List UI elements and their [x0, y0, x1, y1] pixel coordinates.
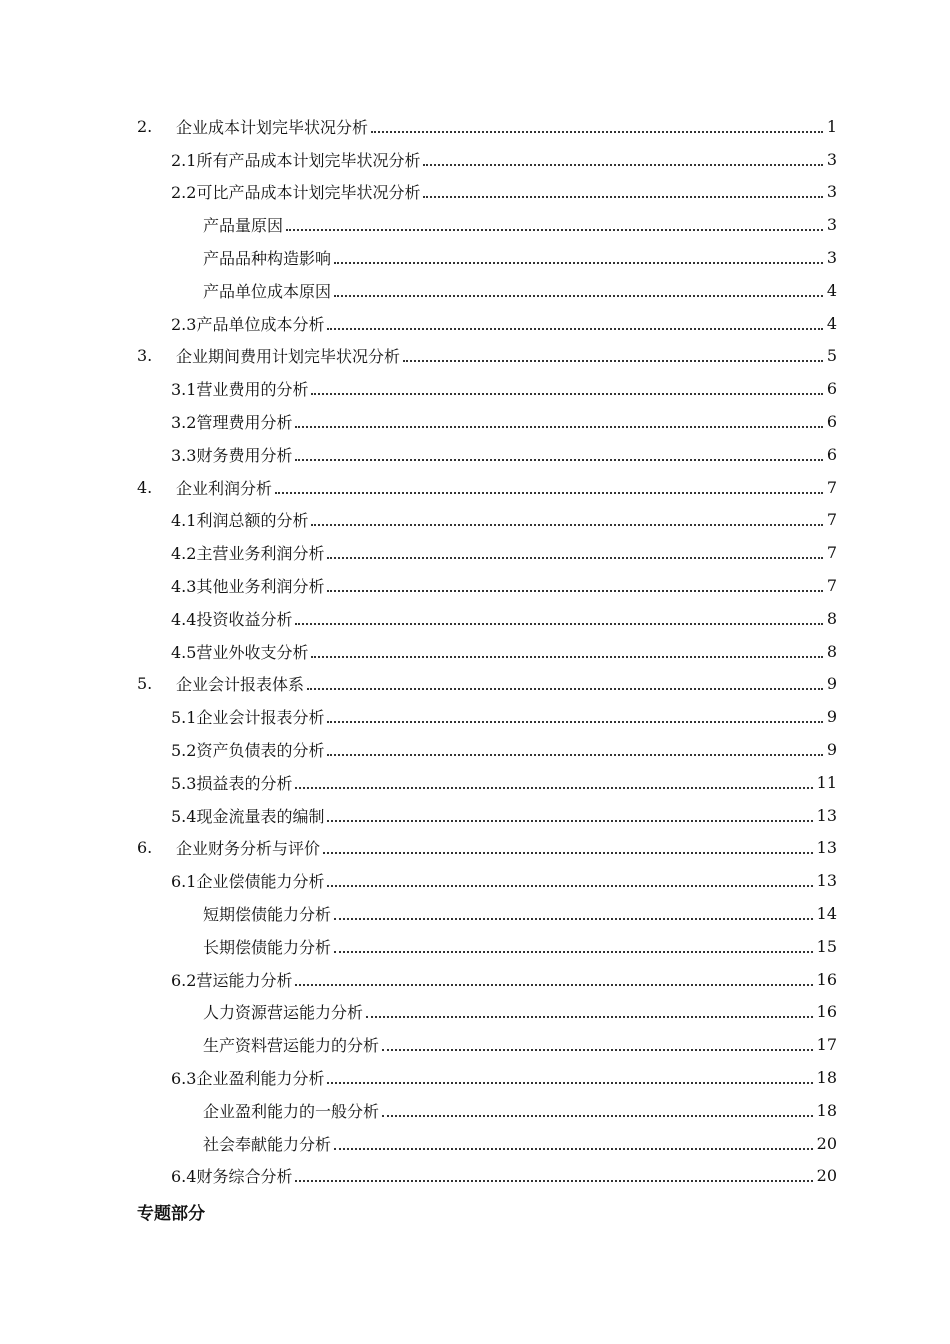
toc-entry-page: 9	[826, 707, 837, 727]
toc-entry-page: 13	[816, 871, 837, 891]
toc-entry-page: 18	[816, 1068, 837, 1087]
toc-entry-title: 产品量原因	[203, 216, 284, 236]
toc-entry-number: 5.	[137, 674, 153, 694]
toc-entry-number: 3.	[137, 346, 153, 366]
toc-leader-dots	[327, 1081, 813, 1084]
toc-entry-page: 16	[816, 969, 837, 989]
toc-entry-title: 生产资料营运能力的分析	[203, 1036, 380, 1056]
toc-entry-title: 6.2营运能力分析	[171, 970, 293, 990]
toc-entry[interactable]	[0, 766, 950, 799]
toc-entry-title: 6.1企业偿债能力分析	[171, 872, 325, 892]
toc-entry-title: 社会奉献能力分析	[203, 1134, 332, 1154]
toc-entry-title: 2.2可比产品成本计划完毕状况分析	[171, 183, 421, 203]
toc-entry[interactable]	[0, 274, 950, 307]
section-heading: 专题部分	[137, 1204, 205, 1224]
toc-entry-title: 2.1所有产品成本计划完毕状况分析	[171, 150, 421, 170]
toc-entry-page: 7	[826, 543, 837, 563]
toc-entry-page: 4	[826, 280, 837, 300]
toc-leader-dots	[295, 622, 823, 625]
toc-leader-dots	[327, 884, 813, 887]
toc-entry-title: 5.2资产负债表的分析	[171, 741, 325, 761]
table-of-contents	[0, 110, 950, 1192]
toc-entry-title: 4.5营业外收支分析	[171, 642, 309, 662]
toc-leader-dots	[382, 1114, 813, 1117]
toc-entry-title: 企业财务分析与评价	[176, 839, 321, 859]
toc-entry-title: 4.4投资收益分析	[171, 609, 293, 629]
toc-entry-title: 5.3损益表的分析	[171, 773, 293, 793]
toc-leader-dots	[334, 950, 813, 953]
toc-entry-page: 6	[826, 444, 837, 464]
toc-leader-dots	[334, 1147, 813, 1150]
toc-entry-page: 6	[826, 412, 837, 432]
toc-leader-dots	[366, 1015, 813, 1018]
toc-entry[interactable]	[0, 307, 950, 340]
toc-entry[interactable]	[0, 963, 950, 996]
toc-entry-number: 6.	[137, 838, 153, 858]
toc-entry-page: 7	[826, 576, 837, 596]
toc-entry-number: 4.	[137, 477, 153, 497]
toc-leader-dots	[295, 425, 823, 428]
toc-entry[interactable]	[0, 1028, 950, 1061]
toc-entry[interactable]	[0, 1094, 950, 1127]
toc-entry[interactable]	[0, 897, 950, 930]
toc-entry[interactable]	[0, 143, 950, 176]
toc-entry[interactable]	[0, 668, 950, 701]
toc-entry-page: 7	[826, 477, 837, 497]
toc-leader-dots	[323, 851, 813, 854]
toc-leader-dots	[327, 589, 823, 592]
toc-leader-dots	[334, 294, 823, 297]
toc-entry-title: 长期偿债能力分析	[203, 937, 332, 957]
toc-entry[interactable]	[0, 733, 950, 766]
toc-leader-dots	[295, 786, 813, 789]
toc-entry-title: 产品品种构造影响	[203, 249, 332, 269]
toc-entry-title: 4.1利润总额的分析	[171, 511, 309, 531]
toc-leader-dots	[327, 753, 823, 756]
toc-entry-page: 13	[816, 805, 837, 825]
toc-entry-page: 18	[816, 1100, 837, 1120]
toc-entry-title: 短期偿债能力分析	[203, 905, 332, 925]
toc-leader-dots	[307, 687, 823, 690]
toc-entry-page: 6	[826, 379, 837, 399]
toc-entry[interactable]	[0, 996, 950, 1029]
toc-entry-page: 7	[826, 510, 837, 530]
toc-entry-page: 13	[816, 838, 837, 858]
toc-leader-dots	[327, 556, 823, 559]
toc-entry-title: 4.2主营业务利润分析	[171, 544, 325, 564]
toc-entry[interactable]	[0, 405, 950, 438]
toc-entry[interactable]	[0, 832, 950, 865]
toc-entry-page: 3	[826, 215, 837, 235]
toc-entry[interactable]	[0, 504, 950, 537]
toc-leader-dots	[371, 130, 823, 133]
toc-entry[interactable]	[0, 1127, 950, 1160]
toc-entry-page: 3	[826, 248, 837, 268]
toc-entry-title: 3.3财务费用分析	[171, 445, 293, 465]
toc-entry[interactable]	[0, 569, 950, 602]
toc-leader-dots	[423, 195, 823, 198]
toc-entry[interactable]	[0, 208, 950, 241]
toc-entry[interactable]	[0, 635, 950, 668]
toc-entry-number: 2.	[137, 116, 153, 136]
toc-leader-dots	[286, 228, 823, 231]
toc-entry[interactable]	[0, 602, 950, 635]
toc-leader-dots	[334, 917, 813, 920]
toc-entry-title: 企业期间费用计划完毕状况分析	[176, 347, 401, 367]
toc-leader-dots	[295, 1179, 813, 1182]
toc-leader-dots	[403, 359, 823, 362]
toc-leader-dots	[334, 261, 823, 264]
toc-entry-page: 17	[816, 1035, 837, 1055]
toc-leader-dots	[423, 163, 823, 166]
toc-entry-title: 5.1企业会计报表分析	[171, 708, 325, 728]
toc-leader-dots	[275, 491, 823, 494]
toc-entry-page: 15	[816, 936, 837, 956]
toc-entry-title: 企业成本计划完毕状况分析	[176, 117, 369, 137]
toc-entry-page: 5	[826, 346, 837, 366]
toc-entry[interactable]	[0, 241, 950, 274]
toc-entry-page: 3	[826, 149, 837, 169]
toc-entry-title: 人力资源营运能力分析	[203, 1003, 364, 1023]
toc-entry[interactable]	[0, 176, 950, 209]
toc-entry[interactable]	[0, 372, 950, 405]
toc-entry[interactable]	[0, 1160, 950, 1193]
toc-entry-page: 16	[816, 1002, 837, 1022]
toc-entry-title: 2.3产品单位成本分析	[171, 314, 325, 334]
toc-entry-title: 3.1营业费用的分析	[171, 380, 309, 400]
toc-entry-page: 20	[816, 1166, 837, 1186]
toc-entry[interactable]	[0, 1061, 950, 1094]
toc-entry-title: 4.3其他业务利润分析	[171, 577, 325, 597]
toc-entry-page: 14	[816, 904, 837, 924]
toc-leader-dots	[295, 458, 823, 461]
toc-entry[interactable]	[0, 438, 950, 471]
toc-entry-title: 5.4现金流量表的编制	[171, 806, 325, 826]
toc-leader-dots	[327, 327, 823, 330]
toc-entry-page: 8	[826, 641, 837, 661]
toc-leader-dots	[311, 655, 823, 658]
toc-entry-title: 3.2管理费用分析	[171, 413, 293, 433]
toc-entry[interactable]	[0, 471, 950, 504]
toc-entry-page: 9	[826, 740, 837, 760]
toc-entry-title: 6.3企业盈利能力分析	[171, 1069, 325, 1088]
toc-leader-dots	[311, 523, 823, 526]
toc-entry-title: 企业盈利能力的一般分析	[203, 1101, 380, 1121]
toc-entry[interactable]	[0, 864, 950, 897]
toc-leader-dots	[311, 392, 823, 395]
toc-entry-page: 11	[816, 772, 837, 792]
toc-entry[interactable]	[0, 340, 950, 373]
toc-entry-page: 4	[826, 313, 837, 333]
toc-leader-dots	[295, 983, 813, 986]
toc-entry-title: 产品单位成本原因	[203, 281, 332, 301]
toc-entry-page: 8	[826, 608, 837, 628]
toc-entry[interactable]	[0, 930, 950, 963]
toc-entry-title: 企业利润分析	[176, 478, 273, 498]
toc-leader-dots	[327, 720, 823, 723]
toc-entry-page: 20	[816, 1133, 837, 1153]
toc-entry[interactable]	[0, 110, 950, 143]
toc-entry[interactable]	[0, 700, 950, 733]
toc-entry-page: 9	[826, 674, 837, 694]
toc-entry[interactable]	[0, 536, 950, 569]
toc-entry-page: 1	[826, 116, 837, 136]
toc-leader-dots	[327, 819, 813, 822]
toc-entry-title: 6.4财务综合分析	[171, 1167, 293, 1187]
toc-entry-title: 企业会计报表体系	[176, 675, 305, 695]
toc-leader-dots	[382, 1048, 813, 1051]
toc-entry[interactable]	[0, 799, 950, 832]
toc-entry-page: 3	[826, 182, 837, 202]
